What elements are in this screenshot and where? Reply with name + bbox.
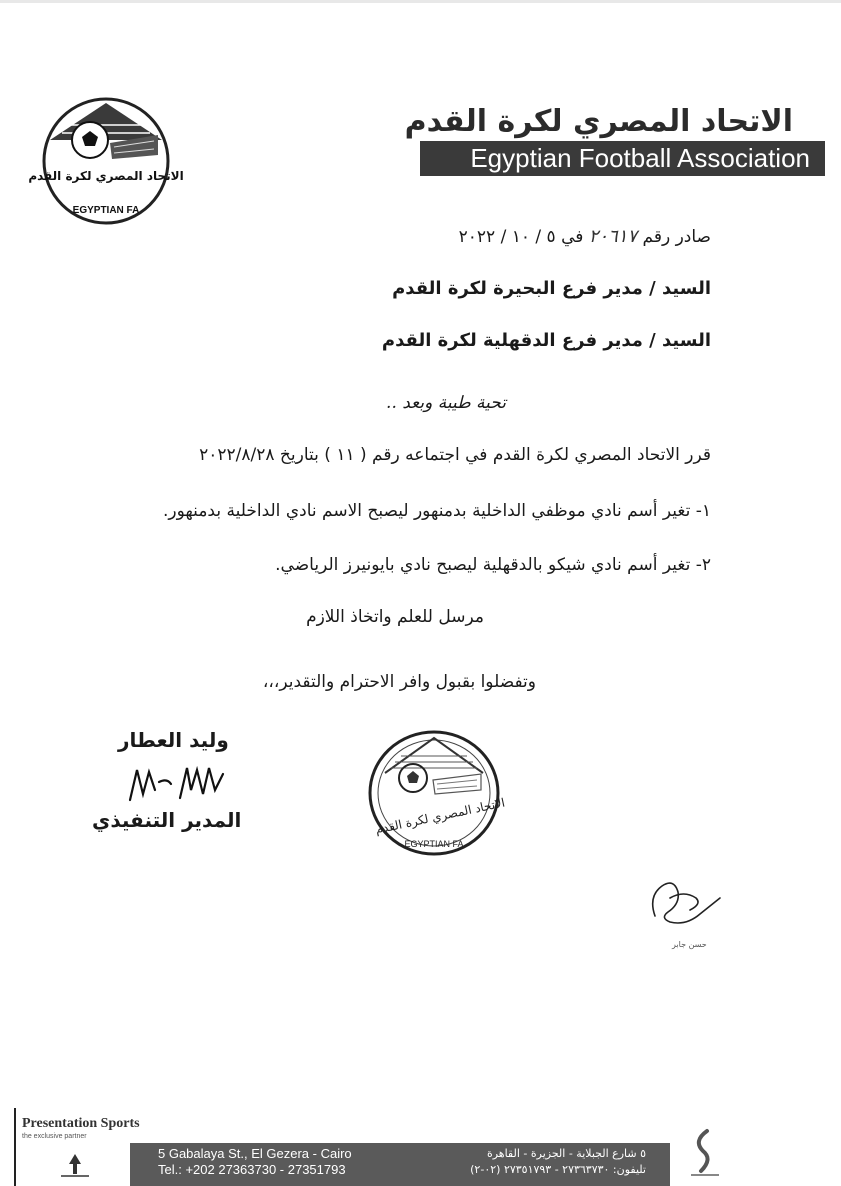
notice-text: مرسل للعلم واتخاذ اللازم — [306, 607, 484, 627]
signer-name: وليد العطار — [118, 728, 229, 752]
footer-phone-ar: تليفون: ٢٧٣٦٣٧٣٠ - ٢٧٣٥١٧٩٣ (٠٢-٢) — [470, 1163, 646, 1176]
stamp-text-ar: الاتحاد المصري لكرة القدم — [374, 795, 507, 837]
recipient-2: السيد / مدير فرع الدقهلية لكرة القدم — [381, 330, 711, 351]
ref-date-prefix: في — [561, 227, 584, 247]
footer-contact-en — [158, 1146, 352, 1178]
decision-text: قرر الاتحاد المصري لكرة القدم في اجتماعه رقم ( ١١ ) بتاريخ ٢٠٢٢/٨/٢٨ — [199, 445, 711, 465]
footer-phone-en: Tel.: +202 27363730 - 27351793 — [158, 1162, 346, 1177]
logo-text-ar: الاتحاد المصري لكرة القدم — [28, 169, 184, 183]
list-item-1: ١- تغير أسم نادي موظفي الداخلية بدمنهور ليصبح الاسم نادي الداخلية بدمنهور. — [162, 501, 711, 521]
footer-address-ar: ٥ شارع الجبلاية - الجزيرة - القاهرة — [486, 1147, 646, 1160]
second-signer-name: حسن جابر — [672, 940, 707, 949]
recipient-1: السيد / مدير فرع البحيرة لكرة القدم — [392, 278, 711, 299]
scan-edge — [14, 1108, 16, 1186]
ref-number: ٢٠٦١٧ — [588, 226, 638, 247]
closing-text: وتفضلوا بقبول وافر الاحترام والتقدير،،، — [262, 672, 536, 692]
list-item-2: ٢- تغير أسم نادي شيكو بالدقهلية ليصبح نادي بايونيرز الرياضي. — [275, 555, 711, 575]
footer-address-en: 5 Gabalaya St., El Gezera - Cairo — [158, 1146, 352, 1161]
org-name-ar: الاتحاد المصري لكرة القدم — [404, 104, 793, 139]
signer-title: المدير التنفيذي — [92, 808, 242, 832]
org-name-en: Egyptian Football Association — [470, 143, 810, 173]
footer-emblem-icon — [685, 1125, 725, 1180]
airline-logo-icon — [55, 1150, 95, 1180]
sponsor-tagline: the exclusive partner — [22, 1133, 87, 1140]
logo-text-en: EGYPTIAN FA — [72, 205, 140, 216]
ref-date: ٥ / ١٠ / ٢٠٢٢ — [458, 227, 556, 247]
efa-logo — [28, 95, 184, 227]
signature-scribble — [125, 760, 235, 808]
official-stamp — [365, 728, 507, 858]
ref-prefix: صادر رقم — [642, 227, 711, 247]
sponsor-name: Presentation Sports — [22, 1116, 140, 1131]
greeting: تحية طيبة وبعد .. — [386, 393, 506, 413]
footer-contact-ar — [470, 1146, 646, 1178]
secondary-signature — [640, 868, 725, 936]
page-edge — [0, 0, 841, 3]
reference-line — [459, 226, 711, 247]
stamp-text-en: EGYPTIAN FA — [404, 839, 464, 849]
